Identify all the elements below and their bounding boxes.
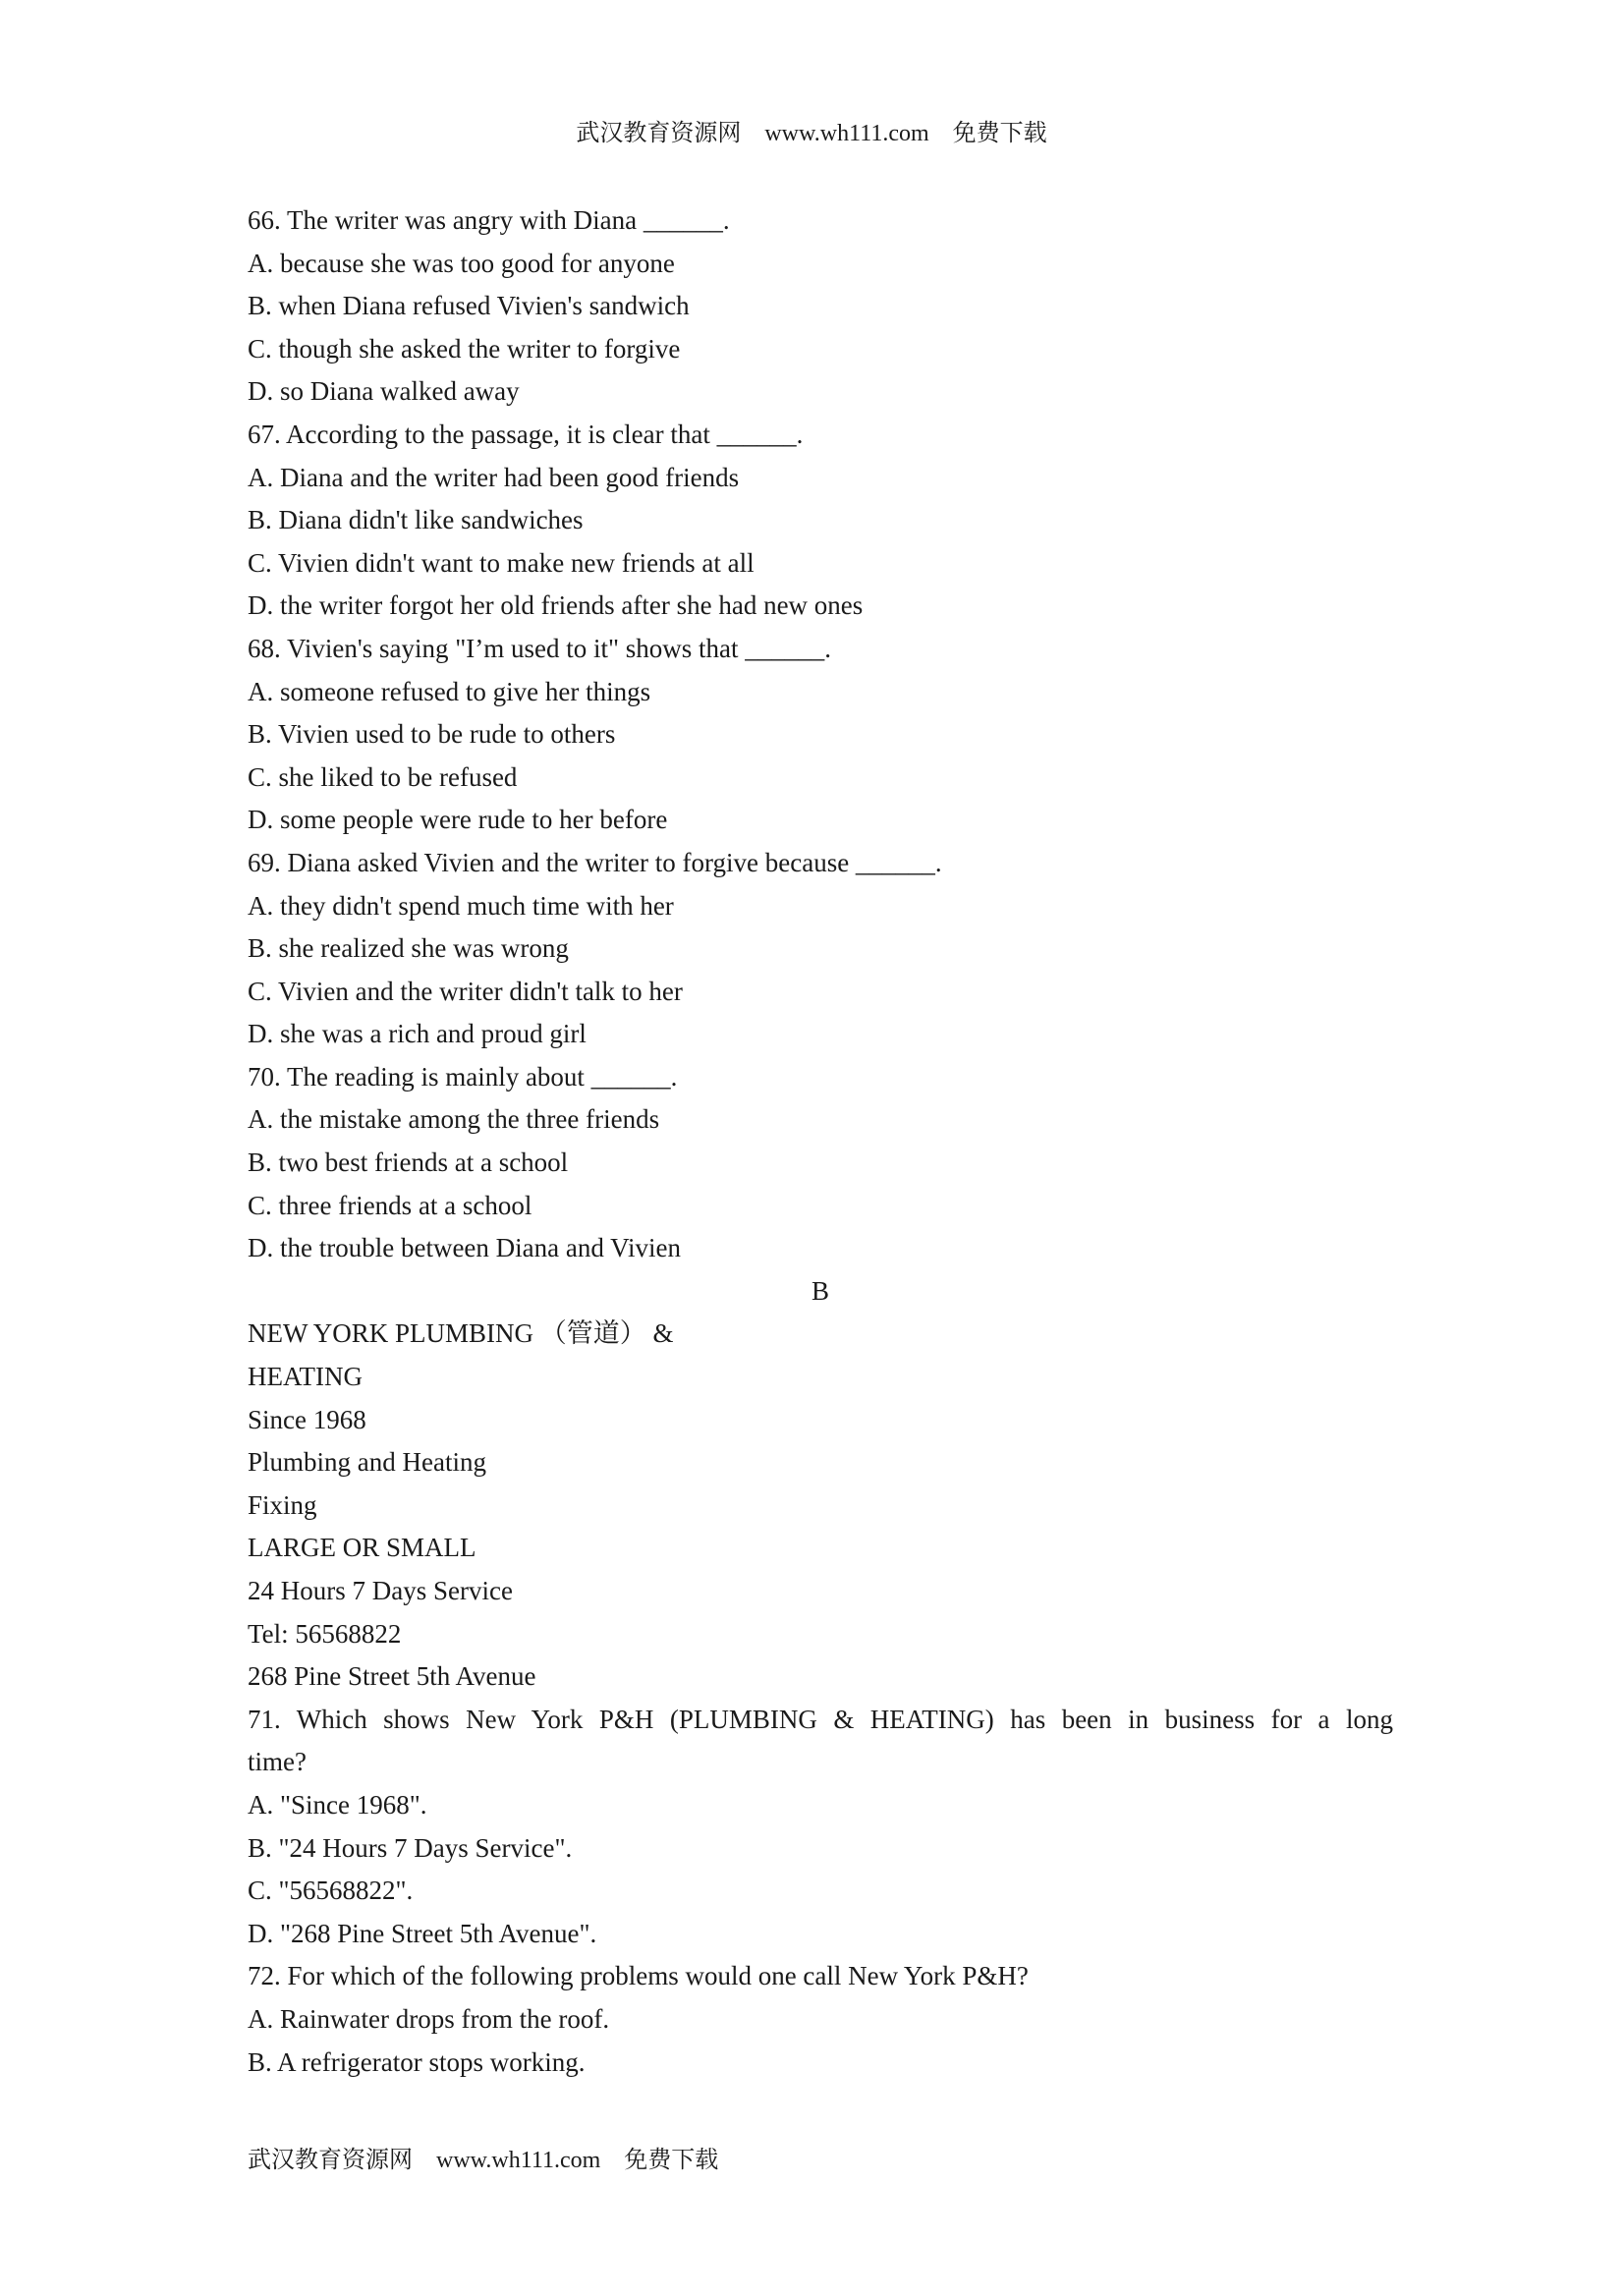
question-67-stem: 67. According to the passage, it is clear that ______. bbox=[248, 419, 804, 449]
document-body bbox=[248, 199, 1393, 2084]
question-69-option-a: A. they didn't spend much time with her bbox=[248, 890, 674, 921]
question-67-option-d: D. the writer forgot her old friends after she had new ones bbox=[248, 590, 864, 621]
question-66-option-d: D. so Diana walked away bbox=[248, 376, 520, 407]
question-69-option-d: D. she was a rich and proud girl bbox=[248, 1019, 587, 1049]
question-70-option-a: A. the mistake among the three friends bbox=[248, 1104, 660, 1135]
question-66-option-c: C. though she asked the writer to forgive bbox=[248, 333, 681, 364]
ad-line-heating: HEATING bbox=[248, 1362, 363, 1392]
ad-line-hours: 24 Hours 7 Days Service bbox=[248, 1576, 513, 1605]
question-72-option-a: A. Rainwater drops from the roof. bbox=[248, 2003, 610, 2034]
question-67-option-c: C. Vivien didn't want to make new friends at all bbox=[248, 547, 755, 578]
question-68-option-d: D. some people were rude to her before bbox=[248, 805, 668, 835]
ad-line-since: Since 1968 bbox=[248, 1404, 366, 1434]
page-footer: 武汉教育资源网 www.wh111.com 免费下载 bbox=[248, 2148, 719, 2173]
question-72-stem: 72. For which of the following problems would one call New York P&H? bbox=[248, 1961, 1029, 1991]
question-70-option-c: C. three friends at a school bbox=[248, 1190, 532, 1220]
question-71-option-b: B. "24 Hours 7 Days Service". bbox=[248, 1832, 573, 1863]
ad-line-size: LARGE OR SMALL bbox=[248, 1533, 476, 1563]
section-b-label: B bbox=[811, 1275, 829, 1306]
question-70-stem: 70. The reading is mainly about ______. bbox=[248, 1061, 678, 1092]
ad-line-phone: Tel: 56568822 bbox=[248, 1618, 402, 1649]
ad-line-address: 268 Pine Street 5th Avenue bbox=[248, 1661, 536, 1692]
question-68-stem: 68. Vivien's saying "I’m used to it" shows that ______. bbox=[248, 633, 832, 663]
question-71-stem-line1: 71. Which shows New York P&H (PLUMBING & HEATING) has been in business for a long bbox=[248, 1704, 1393, 1734]
question-69-option-b: B. she realized she was wrong bbox=[248, 933, 569, 964]
question-66-option-b: B. when Diana refused Vivien's sandwich bbox=[248, 291, 690, 321]
question-70-option-b: B. two best friends at a school bbox=[248, 1148, 569, 1178]
page-header: 武汉教育资源网 www.wh111.com 免费下载 bbox=[576, 121, 1047, 146]
question-71-option-c: C. "56568822". bbox=[248, 1876, 414, 1906]
question-70-option-d: D. the trouble between Diana and Vivien bbox=[248, 1233, 681, 1263]
question-69-stem: 69. Diana asked Vivien and the writer to forgive because ______. bbox=[248, 847, 942, 877]
question-71-stem-line2: time? bbox=[248, 1747, 307, 1777]
question-68-option-b: B. Vivien used to be rude to others bbox=[248, 719, 616, 750]
ad-line-title: NEW YORK PLUMBING （管道） & bbox=[248, 1318, 674, 1349]
question-68-option-c: C. she liked to be refused bbox=[248, 761, 518, 792]
question-69-option-c: C. Vivien and the writer didn't talk to her bbox=[248, 976, 683, 1006]
question-68-option-a: A. someone refused to give her things bbox=[248, 676, 651, 706]
question-67-option-a: A. Diana and the writer had been good friends bbox=[248, 462, 740, 492]
question-72-option-b: B. A refrigerator stops working. bbox=[248, 2046, 586, 2077]
question-66-option-a: A. because she was too good for anyone bbox=[248, 248, 675, 278]
question-66-stem: 66. The writer was angry with Diana ______. bbox=[248, 205, 730, 235]
ad-line-services: Plumbing and Heating bbox=[248, 1447, 486, 1478]
question-71-option-d: D. "268 Pine Street 5th Avenue". bbox=[248, 1918, 597, 1948]
question-67-option-b: B. Diana didn't like sandwiches bbox=[248, 505, 584, 535]
question-71-option-a: A. "Since 1968". bbox=[248, 1789, 427, 1820]
ad-line-fixing: Fixing bbox=[248, 1489, 317, 1520]
